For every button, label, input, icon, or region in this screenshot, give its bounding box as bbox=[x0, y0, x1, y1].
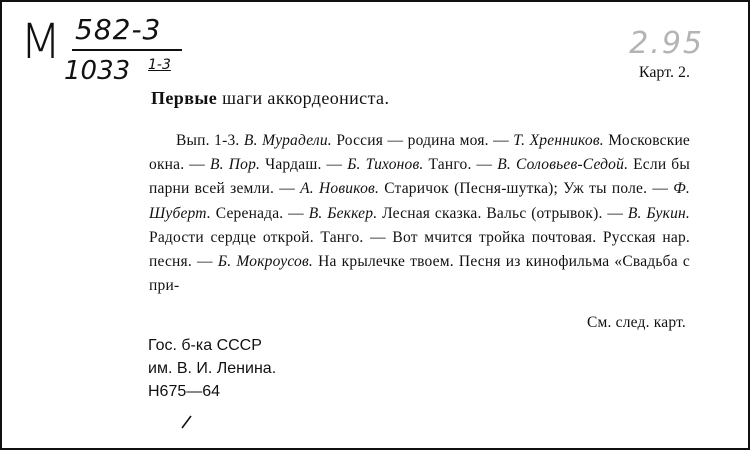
author-name: Ф. Шуберт. bbox=[149, 180, 690, 222]
contents-text: Радости сердце открой. Танго. — Вот мчится тройка почтовая. Русская нар. песня. — bbox=[149, 228, 690, 271]
card-title bbox=[151, 88, 389, 109]
pencil-tick-mark bbox=[180, 414, 194, 430]
contents-text: Танго. — bbox=[423, 156, 498, 174]
shelf-mark-bottom: 1033 bbox=[64, 56, 131, 86]
contents-description bbox=[149, 129, 690, 298]
see-next-card: См. след. карт. bbox=[586, 314, 686, 331]
library-line-2: им. В. И. Ленина. bbox=[148, 360, 277, 377]
author-name: Т. Хренников. bbox=[513, 132, 604, 149]
library-line-3: Н675—64 bbox=[148, 383, 221, 400]
shelf-mark bbox=[20, 13, 180, 96]
shelf-mark-top: 582-3 bbox=[75, 13, 162, 46]
contents-text: Серенада. — bbox=[210, 204, 309, 222]
card-title-rest: шаги аккордеониста. bbox=[217, 88, 390, 108]
card-title-bold: Первые bbox=[151, 88, 218, 108]
contents-text: Вып. 1-3. bbox=[176, 132, 244, 149]
author-name: Б. Мокроусов. bbox=[217, 253, 313, 271]
shelf-mark-divider bbox=[72, 49, 182, 51]
shelf-mark-letter: М bbox=[20, 14, 62, 70]
contents-text: Россия — родина моя. — bbox=[331, 132, 514, 149]
corner-scribble: 2.95 bbox=[629, 26, 704, 61]
contents-text: Московские окна. — bbox=[149, 132, 691, 174]
contents-text: На крылечке твоем. Песня из кинофильма «Свадьба с при- bbox=[149, 253, 691, 295]
contents-text: Старичок (Песня-шутка); Уж ты поле. — bbox=[379, 180, 674, 198]
author-name: Б. Тихонов. bbox=[347, 156, 424, 174]
author-name: В. Пор. bbox=[210, 156, 261, 174]
author-name: В. Букин. bbox=[627, 204, 690, 222]
author-name: В. Мурадели. bbox=[243, 132, 332, 149]
shelf-mark-bottom-sup: 1-3 bbox=[148, 57, 171, 73]
contents-text: Чардаш. — bbox=[260, 156, 348, 174]
card-number: Карт. 2. bbox=[638, 64, 690, 81]
author-name: В. Беккер. bbox=[308, 204, 378, 222]
author-name: В. Соловьев-Седой. bbox=[497, 156, 629, 174]
contents-paragraph bbox=[149, 129, 690, 298]
contents-text: Если бы парни всей земли. — bbox=[149, 156, 690, 198]
contents-text: Лесная сказка. Вальс (отрывок). — bbox=[377, 204, 628, 222]
library-line-1: Гос. б-ка СССР bbox=[148, 337, 262, 354]
library-stamp bbox=[148, 334, 276, 403]
author-name: А. Новиков. bbox=[300, 180, 380, 198]
